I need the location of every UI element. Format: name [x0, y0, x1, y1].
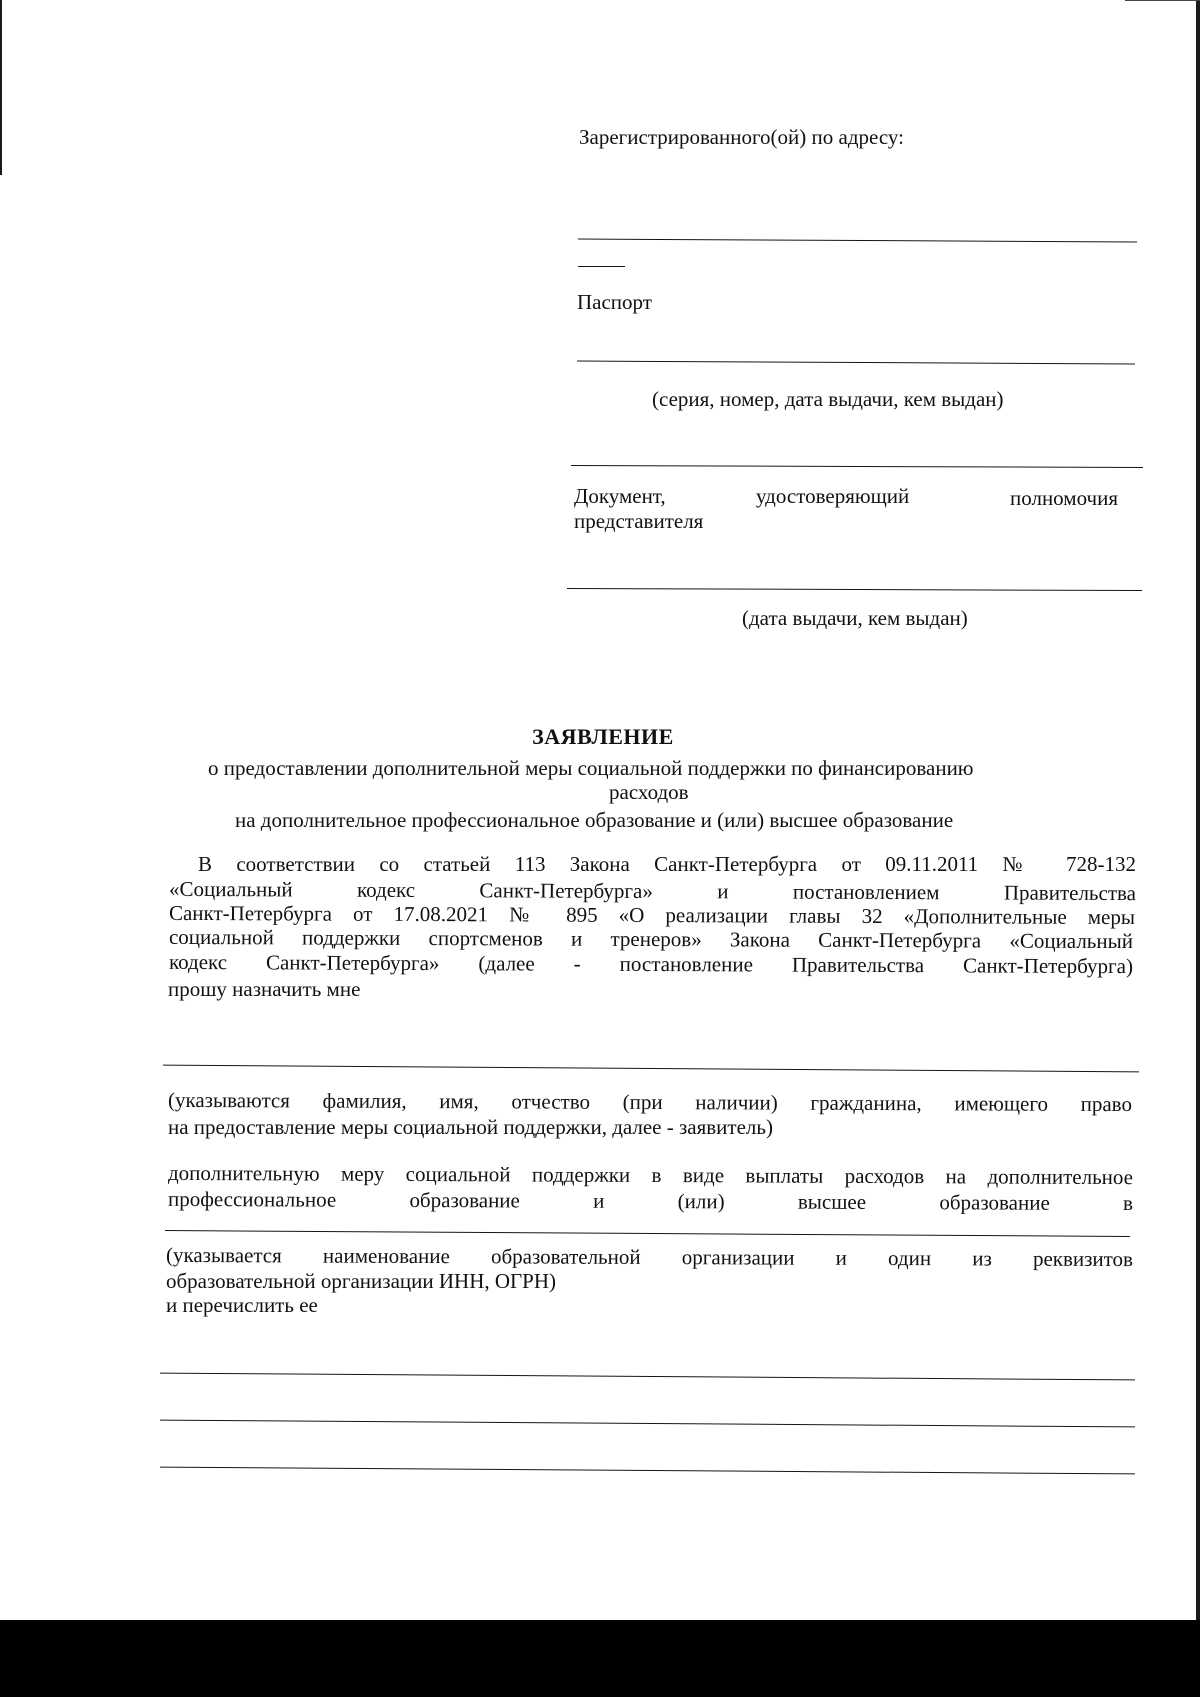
title-subline-1: о предоставлении дополнительной меры социальной поддержки по финансированию [208, 756, 974, 780]
transfer-text: и перечислить ее [166, 1293, 318, 1317]
blank-line-3[interactable] [160, 1467, 1135, 1475]
title-subline-3: на дополнительное профессиональное образование и (или) высшее образование [235, 808, 954, 832]
address-line-continuation[interactable] [578, 266, 625, 267]
paragraph-2-line-2: профессиональное образование и (или) высшее образование в [167, 1186, 1134, 1216]
paragraph-1-line-5: кодекс Санкт-Петербурга» (далее - постановление Правительства Санкт-Петербурга) [168, 949, 1134, 979]
passport-hint: (серия, номер, дата выдачи, кем выдан) [652, 387, 1004, 411]
blank-line-2[interactable] [160, 1420, 1135, 1428]
org-hint-line-2: образовательной организации ИНН, ОГРН) [166, 1269, 557, 1293]
rep-doc-label-word1: Документ, [574, 484, 666, 508]
address-line[interactable] [578, 239, 1137, 243]
paragraph-1-line-1: В соответствии со статьей 113 Закона Санкт-Петербурга от 09.11.2011 № 728-132 [198, 852, 1136, 876]
scan-border-right [1196, 0, 1200, 1697]
org-hint-line-1: (указывается наименование образовательной организации и один из реквизитов [165, 1242, 1134, 1272]
scan-border-top [1125, 0, 1200, 1]
paragraph-1-line-3: Санкт-Петербурга от 17.08.2021 № 895 «О реализации главы 32 «Дополнительные меры [168, 900, 1136, 930]
applicant-fio-line[interactable] [163, 1065, 1139, 1073]
rep-doc-line[interactable] [567, 588, 1142, 591]
passport-line[interactable] [577, 361, 1135, 365]
paragraph-1-line-2: «Социальный кодекс Санкт-Петербурга» и постановлением Правительства [168, 876, 1137, 906]
address-label: Зарегистрированного(ой) по адресу: [579, 125, 904, 149]
rep-doc-label-word4: представителя [574, 509, 704, 533]
fio-hint-line-2: на предоставление меры социальной поддержки, далее - заявитель) [168, 1115, 773, 1139]
fio-hint-line-1: (указываются фамилия, имя, отчество (при наличии) гражданина, имеющего право [167, 1087, 1133, 1117]
title-subline-2: расходов [609, 780, 689, 804]
document-title: ЗАЯВЛЕНИЕ [532, 724, 674, 749]
paragraph-1-line-6: прошу назначить мне [168, 977, 361, 1001]
rep-doc-label-word3: полномочия [1010, 486, 1118, 510]
blank-line-1[interactable] [160, 1373, 1135, 1381]
scan-border-left [0, 0, 2, 175]
rep-doc-top-line[interactable] [571, 465, 1143, 468]
rep-doc-label-word2: удостоверяющий [756, 484, 910, 508]
scan-border-bottom [0, 1620, 1200, 1697]
organization-line[interactable] [165, 1230, 1130, 1237]
passport-label: Паспорт [577, 290, 652, 314]
rep-doc-hint: (дата выдачи, кем выдан) [742, 606, 968, 630]
paragraph-1-line-4: социальной поддержки спортсменов и тренеров» Закона Санкт-Петербурга «Социальный [168, 924, 1134, 954]
paragraph-2-line-1: дополнительную меру социальной поддержки в виде выплаты расходов на дополнительное [167, 1160, 1134, 1190]
